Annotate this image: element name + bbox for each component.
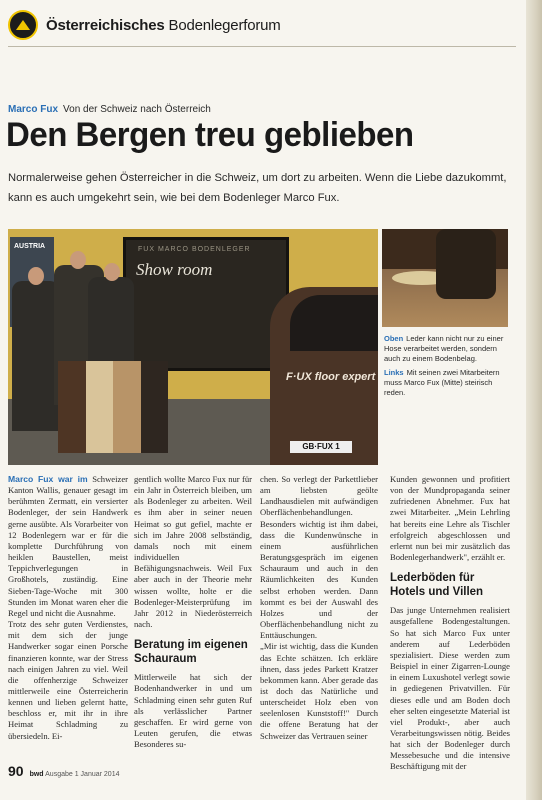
subhead-lederboeden: Lederböden für Hotels und Villen xyxy=(390,572,484,599)
showroom-photo xyxy=(8,229,378,465)
body-column-3: chen. So verlegt der Parkettlieber am liebsten geölte Landhausdielen mit aufwändigen Oberflächenbehandlungen. Besonders wichtig ist ihm dabei, dass die Kundenwünsche in einem ausführlichen Beratungsgespräch im eigenen Schauraum und auch in den Räumlichkeiten des Kunden selbst erhoben werden. Dann kommt es bei der Auswahl des Holzes und der Oberflächenbehandlung nicht zu Enttäuschungen. „Mir ist wichtig, dass die Kunden das Echte schätzen. Ich erkläre ihnen, dass jedes Parkett Kratzer bekommen kann. Aber gerade das ist doch das Natürliche und unterscheidet Holz eben von seelenlosen Kunststoff!" Durch die offene Beratung hat der Schweizer das Vertrauen seiner xyxy=(260,474,378,741)
leather-floor-photo xyxy=(382,229,508,327)
caption-top: Oben Leder kann nicht nur zu einer Hose verarbeitet werden, sondern auch zu einem Bodenbelag. xyxy=(384,334,504,363)
showroom-window: FUX MARCO BODENLEGER Show room xyxy=(123,237,289,371)
article-kicker xyxy=(8,104,211,115)
kicker-topic: Von der Schweiz nach Österreich xyxy=(63,104,211,115)
forum-header xyxy=(8,8,281,42)
header-divider xyxy=(8,46,516,47)
forum-logo-icon xyxy=(8,10,38,40)
page-number: 90 xyxy=(8,763,24,779)
issue-info: bwd Ausgabe 1 Januar 2014 xyxy=(29,771,120,778)
body-column-2: gentlich wollte Marco Fux nur für ein Jahr in Österreich bleiben, um als Bodenleger zu arbeiten. Weil es ihm aber in seiner neuen Heimat so gut gefiel, machte er sich im Jahre 2008 selbständig, damals noch mit einem individuellen Befähigungsnachweis. Weil Fux aber auch in der Theorie mehr wissen wollte, holte er die Bodenleger-Meisterprüfung im Jahr 2012 in Niederösterreich nach. Beratung im eigenen Schauraum Mittlerweile hat sich der Bodenhandwerker in und um Schladming einen sehr guten Ruf als verlässlicher Partner geschaffen. Er wird gerne von Leuten gerufen, die etwas Besonderes su- xyxy=(134,474,252,750)
kicker-name: Marco Fux xyxy=(8,104,59,115)
article-title: Den Bergen treu geblieben xyxy=(6,116,414,154)
body-column-4: Kunden gewonnen und profitiert von der Mundpropaganda seiner zufriedenen Abnehmer. Fux hat zwei Mitarbeiter. „Mein Lehrling hat bereits eine Lehre als Tischler erfolgreich abgeschlossen und erlernt nun bei mir zusätzlich das Bodenlegerhandwerk", erzählt er. Lederböden für Hotels und Villen Das junge Unternehmen realisiert ausgefallene Bodengestaltungen. So hat sich Marco Fux unter anderem auf Lederböden spezialisiert. Diese werden zum Beispiel in einer Zigarren-Lounge in einem Luxushotel verlegt sowie in gediegenen Privatvillen. Für dieses edle und am Boden doch eher selten eingesetzte Material ist viel Produkt-, aber auch Verarbeitungswissen nötig. Beides hat sich der Bodenleger durch Messebesuche und die intensive Beschäftigung mit der xyxy=(390,474,510,772)
page-edge xyxy=(526,0,542,800)
floor-sample-boards xyxy=(58,361,168,453)
company-van: F·UX floor expert GB·FUX 1 xyxy=(270,287,378,465)
caption-left: Links Mit seinen zwei Mitarbeitern muss Marco Fux (Mitte) steirisch reden. xyxy=(384,368,500,397)
austria-sign: AUSTRIA xyxy=(10,237,54,327)
body-column-1: Marco Fux war im Schweizer Kanton Wallis, genauer gesagt im berühmten Zermatt, ein versierter Bodenleger, der sein Handwerk gerne ausübte. Als Vorarbeiter von 12 Bodenlegern war er für die komplette Durchführung von heiklen Baustellen, meist Teppichverlegungen in Großhotels, zuständig. Eine Sieben-Tage-Woche mit 300 Stunden im Monat waren eher die Regel und nicht die Ausnahme. Trotz des sehr guten Verdienstes, mit dem sich der junge Handwerker sogar einen Porsche finanzieren konnte, war der Stress nach einigen Jahren zu viel. Weil die offenherzige Schweizer mittlerweile eine Österreicherin kennen und lieben gelernt hatte, beschloss er, mit ihr in ihre Heimat Schladming zu übersiedeln. Ei- xyxy=(8,474,128,741)
article-lead: Normalerweise gehen Österreicher in die Schweiz, um dort zu arbeiten. Wenn die Liebe dazukommt, kann es auch umgekehrt sein, wie bei dem Bodenleger Marco Fux. xyxy=(8,172,507,204)
forum-title: Österreichisches Bodenlegerforum xyxy=(46,16,281,34)
subhead-beratung: Beratung im eigenen Schauraum xyxy=(134,639,248,666)
page-footer xyxy=(8,763,119,779)
